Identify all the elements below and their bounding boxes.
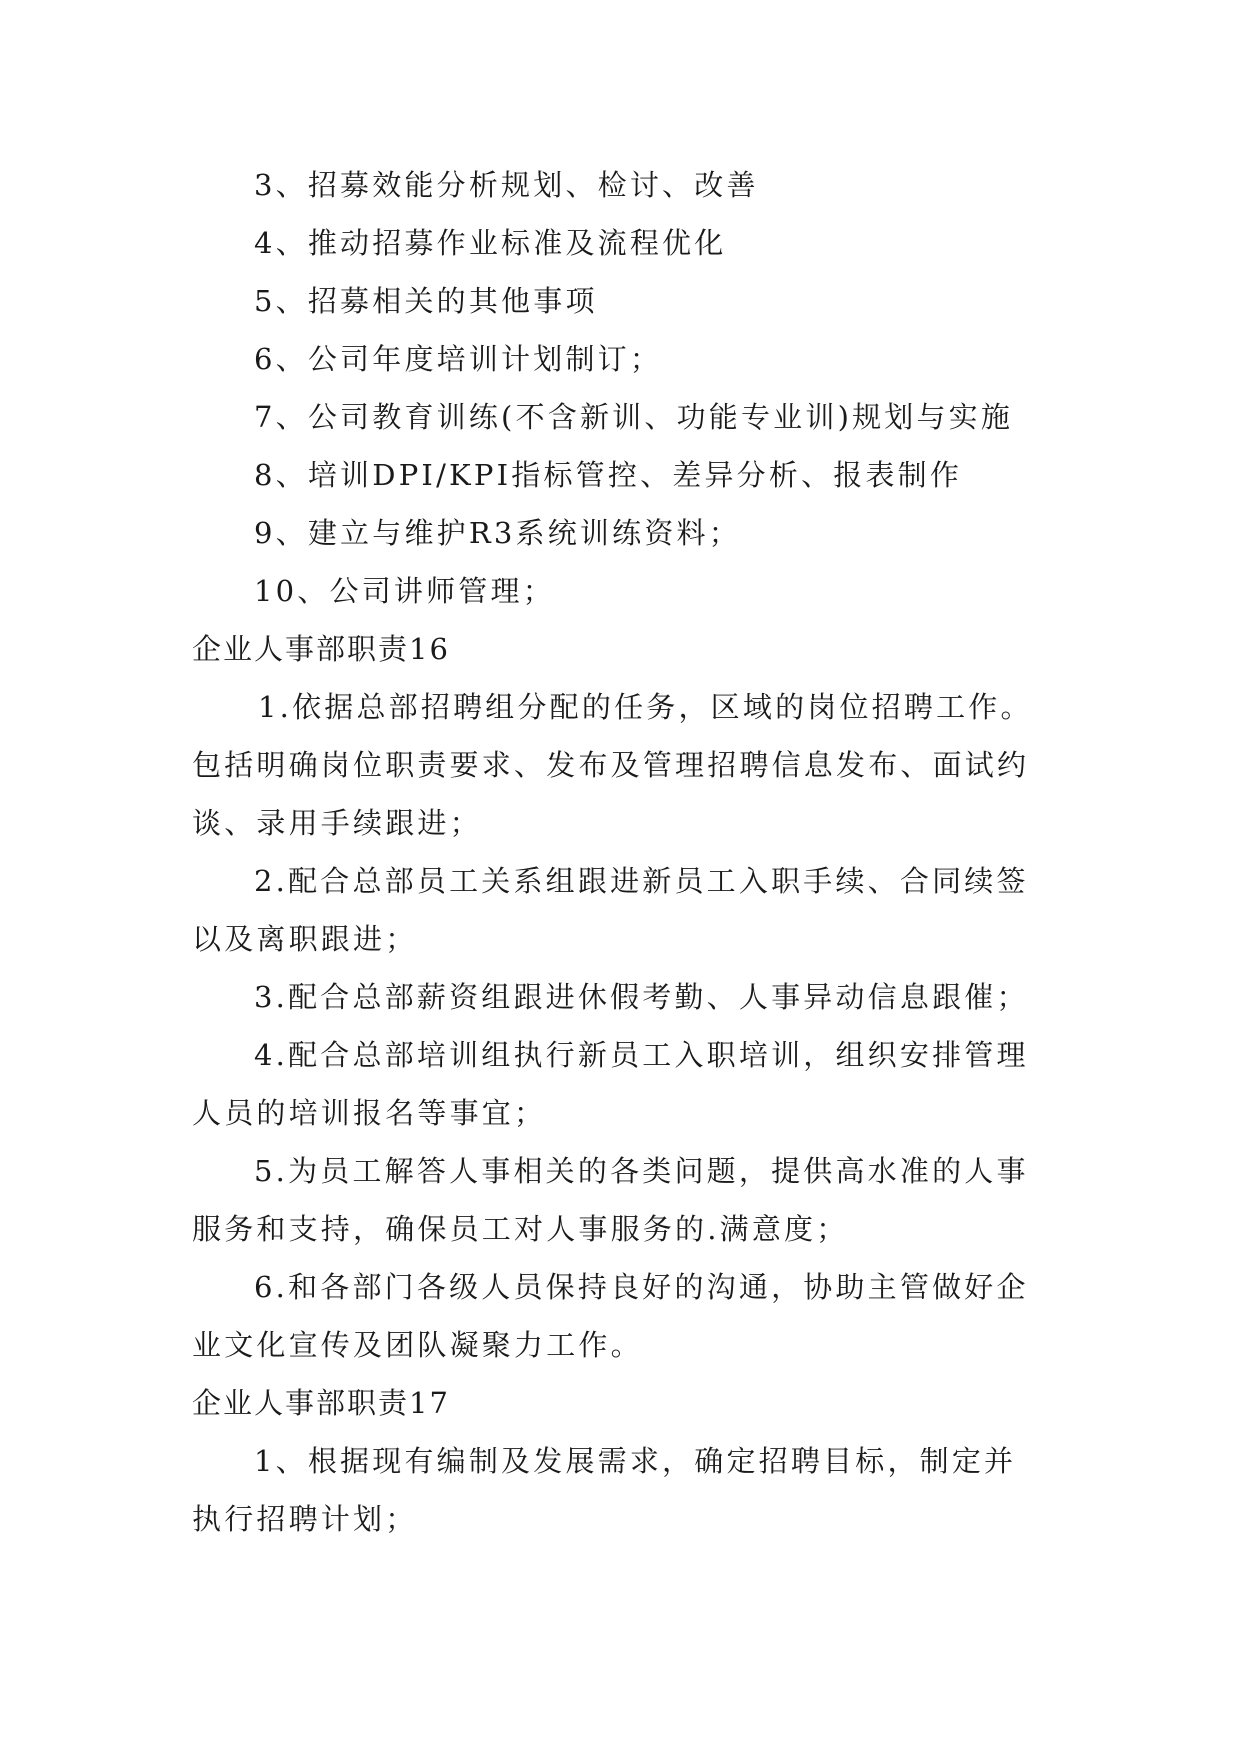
list-item: 7、公司教育训练(不含新训、功能专业训)规划与实施 bbox=[254, 400, 1014, 434]
list-item: 9、建立与维护R3系统训练资料； bbox=[254, 516, 741, 550]
paragraph-line: 4.配合总部培训组执行新员工入职培训，组织安排管理 bbox=[254, 1038, 1029, 1072]
list-item: 8、培训DPI/KPI指标管控、差异分析、报表制作 bbox=[254, 458, 963, 492]
paragraph-line: 以及离职跟进； bbox=[192, 922, 418, 956]
paragraph-line: 人员的培训报名等事宜； bbox=[192, 1096, 547, 1130]
paragraph-line: 3.配合总部薪资组跟进休假考勤、人事异动信息跟催； bbox=[254, 980, 1029, 1014]
list-item: 3、招募效能分析规划、检讨、改善 bbox=[254, 168, 759, 202]
section-heading: 企业人事部职责17 bbox=[192, 1386, 450, 1420]
list-item: 6、公司年度培训计划制订； bbox=[254, 342, 663, 376]
paragraph-line: 2.配合总部员工关系组跟进新员工入职手续、合同续签 bbox=[254, 864, 1029, 898]
paragraph-line: 1、根据现有编制及发展需求，确定招聘目标，制定并 bbox=[254, 1444, 1017, 1478]
paragraph-line: 业文化宣传及团队凝聚力工作。 bbox=[192, 1328, 643, 1362]
paragraph-line: 执行招聘计划； bbox=[192, 1502, 418, 1536]
list-item: 10、公司讲师管理； bbox=[254, 574, 555, 608]
list-item: 4、推动招募作业标准及流程优化 bbox=[254, 226, 727, 260]
section-heading: 企业人事部职责16 bbox=[192, 632, 450, 666]
paragraph-line: 谈、录用手续跟进； bbox=[192, 806, 482, 840]
paragraph-line: 包括明确岗位职责要求、发布及管理招聘信息发布、面试约 bbox=[192, 748, 1030, 782]
paragraph-line: 1.依据总部招聘组分配的任务，区域的岗位招聘工作。 bbox=[258, 690, 1033, 724]
paragraph-line: 服务和支持，确保员工对人事服务的.满意度； bbox=[192, 1212, 849, 1246]
list-item: 5、招募相关的其他事项 bbox=[254, 284, 598, 318]
paragraph-line: 5.为员工解答人事相关的各类问题，提供高水准的人事 bbox=[254, 1154, 1029, 1188]
paragraph-line: 6.和各部门各级人员保持良好的沟通，协助主管做好企 bbox=[254, 1270, 1029, 1304]
